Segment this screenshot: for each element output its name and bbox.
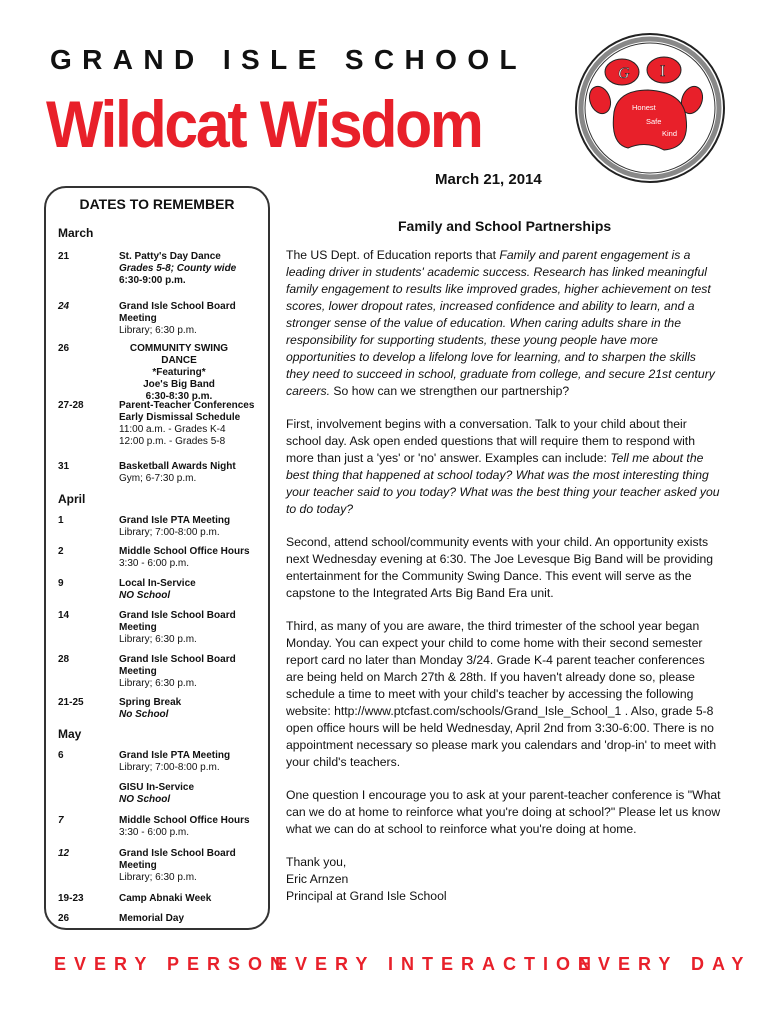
- event-detail-line: Local In-Service: [119, 578, 196, 589]
- sidebar-title: DATES TO REMEMBER: [79, 196, 235, 212]
- event-details: [119, 848, 269, 884]
- event-detail-line: Meeting: [119, 860, 157, 871]
- event-detail-line: 11:00 a.m. - Grades K-4: [119, 424, 226, 435]
- event-details: [119, 697, 269, 721]
- logo-value-honest: Honest: [632, 103, 656, 112]
- event-date: 26: [58, 343, 70, 354]
- event-detail-line: Grand Isle School Board: [119, 301, 236, 312]
- article-paragraph: One question I encourage you to ask at your parent-teacher conference is "What can we do at home to reinforce what you're doing at school?" Please let us know what we can do at school to reinforce what you're doing at home.: [286, 788, 721, 836]
- event-date: 9: [58, 578, 64, 589]
- event-detail-line: Middle School Office Hours: [119, 815, 250, 826]
- wildcat-paw-logo: [574, 32, 726, 184]
- event-date: 19-23: [58, 893, 84, 904]
- event-date: 14: [58, 610, 70, 621]
- event-detail-line: GISU In-Service: [119, 782, 195, 793]
- event-detail-line: Early Dismissal Schedule: [119, 412, 241, 423]
- event-date: 31: [58, 461, 70, 472]
- event-details: [119, 301, 269, 337]
- event-detail-line: Meeting: [119, 313, 157, 324]
- dates-to-remember-box: [44, 186, 270, 930]
- event-details: [119, 654, 269, 690]
- event-detail-line: Grades 5-8; County wide: [119, 263, 237, 274]
- event-detail-line: Camp Abnaki Week: [119, 893, 212, 904]
- event-details: [119, 461, 269, 485]
- event-details: [119, 913, 269, 925]
- event-details: [119, 610, 269, 646]
- footer-motto: EVERY INTERACTION: [275, 954, 600, 974]
- month-heading: May: [58, 727, 82, 741]
- event-detail-line: 6:30-9:00 p.m.: [119, 275, 186, 286]
- logo-letter-i: I: [660, 63, 666, 80]
- article-title: Family and School Partnerships: [398, 218, 612, 234]
- event-detail-line: Middle School Office Hours: [119, 546, 250, 557]
- event-detail-line: Grand Isle School Board: [119, 848, 236, 859]
- event-details: [119, 815, 269, 839]
- logo-value-safe: Safe: [646, 117, 662, 126]
- event-detail-line: NO School: [119, 794, 171, 805]
- event-date: 28: [58, 654, 70, 665]
- event-date: 27-28: [58, 400, 84, 411]
- event-date: 21: [58, 251, 70, 262]
- event-detail-line: Meeting: [119, 622, 157, 633]
- event-detail-line: 12:00 p.m. - Grades 5-8: [119, 436, 226, 447]
- event-detail-line: 6:30-8:30 p.m.: [145, 391, 213, 402]
- logo-letter-g: G: [618, 65, 630, 82]
- school-name: GRAND ISLE SCHOOL: [50, 44, 528, 75]
- month-heading: April: [58, 492, 86, 506]
- event-date: 26: [58, 913, 70, 924]
- event-date: 12: [58, 848, 70, 859]
- logo-value-kind: Kind: [662, 129, 678, 138]
- event-detail-line: *Featuring*: [152, 367, 206, 378]
- event-detail-line: Grand Isle School Board: [119, 610, 236, 621]
- event-detail-line: 3:30 - 6:00 p.m.: [119, 827, 190, 838]
- event-detail-line: 3:30 - 6:00 p.m.: [119, 558, 190, 569]
- event-details: [114, 343, 244, 403]
- event-details: [119, 515, 269, 539]
- footer-motto: EVERY DAY: [578, 954, 752, 974]
- event-details: [119, 578, 269, 602]
- article-paragraph: Third, as many of you are aware, the third trimester of the school year began Monday. You can expect your child to come home with their second semester report card no later than Monday 3/24. Grade K-4 parent teacher conferences are being held on March 27th & 28th. If you haven't already done so, please schedule a time to meet with your child's teacher by accessing the following website: http://www.ptcfast.com/schools/Grand_Isle_School_1 . Also, grade 5-8 open office hours will be held Wednesday, April 2nd from 3:30-6:00. There is no appointment necessary so please mark you calendars and 'drop-in' to meet with your child's teachers.: [286, 619, 717, 769]
- event-detail-line: Gym; 6-7:30 p.m.: [119, 473, 197, 484]
- event-details: [119, 782, 269, 806]
- event-detail-line: Library; 7:00-8:00 p.m.: [119, 527, 220, 538]
- event-detail-line: Library; 6:30 p.m.: [119, 678, 197, 689]
- event-details: [119, 750, 269, 774]
- article-paragraph: The US Dept. of Education reports that Family and parent engagement is a leading driver in students' academic success. Research has linked meaningful family engagement to results like improved grades, higher achievement on test scores, lower dropout rates, increased confidence and ability to learn, and a stronger sense of the value of education. When caring adults share in the responsibility for supporting students, these young people have more opportunities to develop a lifelong love for learning, and to sharpen the skills they need to succeed in school, graduate from college, and secure 21st century careers. So how can we strengthen our partnership?: [286, 248, 715, 398]
- event-detail-line: Library; 7:00-8:00 p.m.: [119, 762, 220, 773]
- event-date: 1: [58, 515, 64, 526]
- newsletter-title: Wildcat Wisdom: [46, 87, 482, 161]
- event-date: 24: [58, 301, 70, 312]
- event-detail-line: Memorial Day: [119, 913, 185, 924]
- event-date: 6: [58, 750, 64, 761]
- event-detail-line: Joe's Big Band: [143, 379, 215, 390]
- article-paragraph: Second, attend school/community events with your child. An opportunity exists next Wednesday evening at 6:30. The Joe Levesque Big Band will be providing entertainment for the Community Swing Dance. This event will serve as the capstone to the Integrated Arts Big Band Era unit.: [286, 535, 714, 600]
- event-detail-line: COMMUNITY SWING DANCE: [129, 343, 229, 366]
- signoff-line: Thank you,: [286, 855, 347, 869]
- event-details: [119, 251, 269, 287]
- event-date: 7: [58, 815, 64, 826]
- month-heading: March: [58, 226, 94, 240]
- event-detail-line: Grand Isle School Board: [119, 654, 236, 665]
- event-detail-line: Grand Isle PTA Meeting: [119, 515, 231, 526]
- event-date: 21-25: [58, 697, 84, 708]
- event-detail-line: Basketball Awards Night: [119, 461, 236, 472]
- issue-date: March 21, 2014: [435, 171, 542, 188]
- event-detail-line: Meeting: [119, 666, 157, 677]
- event-detail-line: St. Patty's Day Dance: [119, 251, 221, 262]
- event-detail-line: Parent-Teacher Conferences: [119, 400, 255, 411]
- event-detail-line: Library; 6:30 p.m.: [119, 872, 197, 883]
- event-detail-line: Library; 6:30 p.m.: [119, 634, 197, 645]
- signoff-line: Principal at Grand Isle School: [286, 889, 447, 903]
- event-date: 2: [58, 546, 64, 557]
- signoff-line: Eric Arnzen: [286, 872, 349, 886]
- event-details: [119, 546, 269, 570]
- event-detail-line: NO School: [119, 590, 171, 601]
- event-details: [119, 893, 269, 905]
- event-detail-line: Grand Isle PTA Meeting: [119, 750, 231, 761]
- footer-motto: EVERY PERSON: [54, 954, 292, 974]
- event-detail-line: Library; 6:30 p.m.: [119, 325, 197, 336]
- event-details: [119, 400, 269, 448]
- article-paragraph: First, involvement begins with a conversation. Talk to your child about their school day. Ask open ended questions that will require them to respond with more than just a 'yes' or 'no' answer. Examples can include: Tell me about the best thing that happened at school today? What was the most interesting thing your teacher said to you today? What was the best thing your teacher asked you to do today?: [286, 417, 720, 516]
- article-body: [286, 247, 722, 905]
- event-detail-line: No School: [119, 709, 169, 720]
- event-detail-line: Spring Break: [119, 697, 182, 708]
